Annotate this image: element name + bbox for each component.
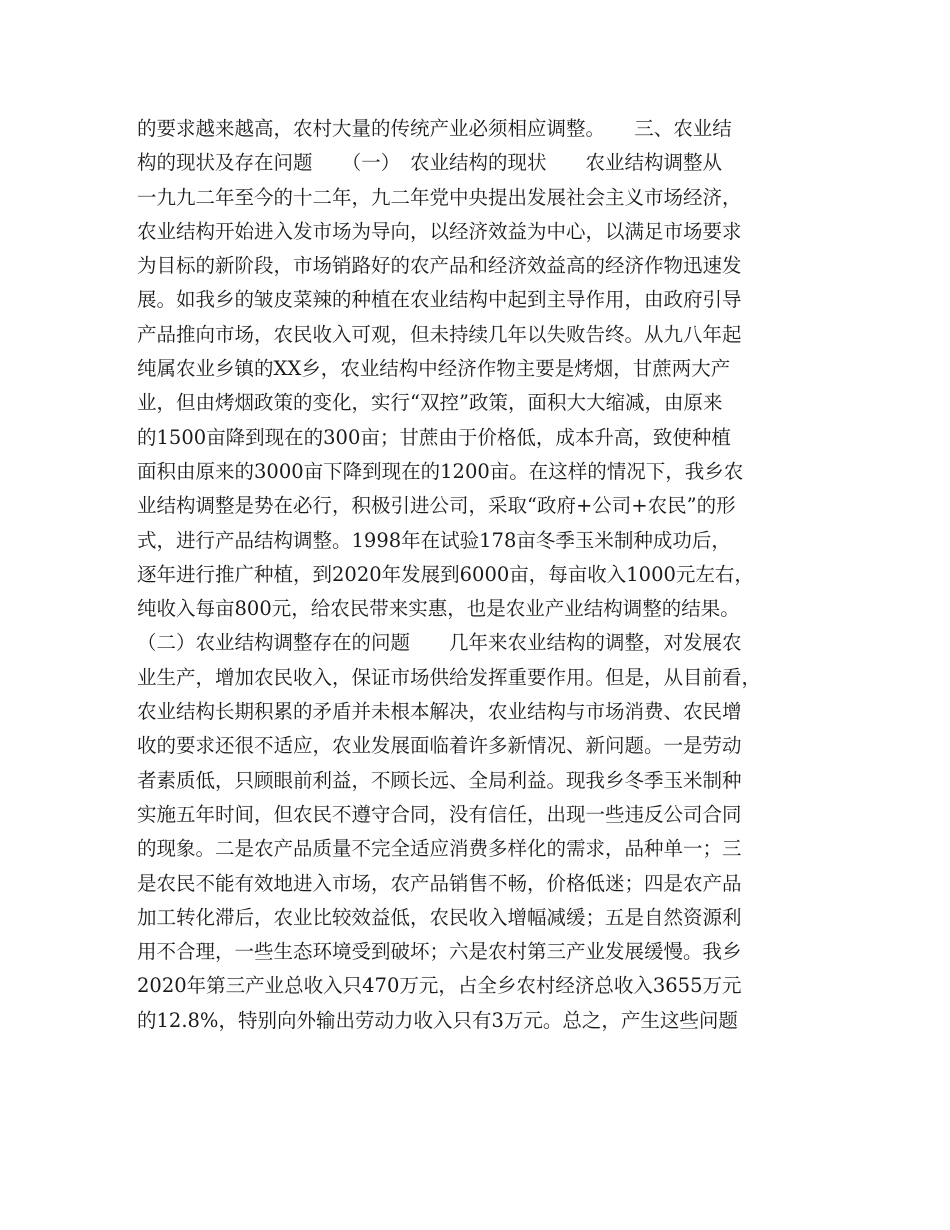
text-line: （二）农业结构调整存在的问题 几年来农业结构的调整，对发展农 <box>137 631 742 655</box>
text-line: 纯属农业乡镇的XX乡，农业结构中经济作物主要是烤烟，甘蔗两大产 <box>137 357 731 381</box>
text-line: 收的要求还很不适应，农业发展面临着许多新情况、新问题。一是劳动 <box>137 734 742 758</box>
text-line: 业，但由烤烟政策的变化，实行“双控”政策，面积大大缩减，由原来 <box>137 391 723 415</box>
text-line: 农业结构开始进入发市场为导向，以经济效益为中心，以满足市场要求 <box>137 219 742 243</box>
text-line: 业结构调整是势在必行，积极引进公司，采取“政府+公司+农民”的形 <box>137 494 736 518</box>
text-line: 农业结构长期积累的矛盾并未根本解决，农业结构与市场消费、农民增 <box>137 700 742 724</box>
text-line: 是农民不能有效地进入市场，农产品销售不畅，价格低迷；四是农产品 <box>137 871 742 895</box>
text-line: 2020年第三产业总收入只470万元，占全乡农村经济总收入3655万元 <box>137 974 742 998</box>
text-line: 业生产，增加农民收入，保证市场供给发挥重要作用。但是，从目前看， <box>137 665 762 689</box>
text-line: 的1500亩降到现在的300亩；甘蔗由于价格低，成本升高，致使种植 <box>137 425 731 449</box>
text-line: 纯收入每亩800元，给农民带来实惠，也是农业产业结构调整的结果。 <box>137 597 740 621</box>
body-text <box>137 112 827 1038</box>
text-line: 用不合理，一些生态环境受到破坏；六是农村第三产业发展缓慢。我乡 <box>137 940 742 964</box>
text-line: 的要求越来越高，农村大量的传统产业必须相应调整。 三、农业结 <box>137 117 732 140</box>
text-line: 实施五年时间，但农民不遵守合同，没有信任，出现一些违反公司合同 <box>137 802 742 826</box>
text-line: 逐年进行推广种植，到2020年发展到6000亩，每亩收入1000元左右， <box>137 562 754 586</box>
text-line: 一九九二年至今的十二年，九二年党中央提出发展社会主义市场经济， <box>137 185 742 209</box>
text-line: 的12.8%，特别向外输出劳动力收入只有3万元。总之，产生这些问题 <box>137 1008 738 1032</box>
text-line: 的现象。二是农产品质量不完全适应消费多样化的需求，品种单一；三 <box>137 837 742 861</box>
text-line: 为目标的新阶段，市场销路好的农产品和经济效益高的经济作物迅速发 <box>137 254 742 278</box>
text-line: 构的现状及存在问题 （一） 农业结构的现状 农业结构调整从 <box>137 151 723 175</box>
text-line: 展。如我乡的皱皮菜辣的种植在农业结构中起到主导作用，由政府引导 <box>137 288 742 312</box>
text-line: 产品推向市场，农民收入可观，但未持续几年以失败告终。从九八年起 <box>137 322 742 346</box>
text-line: 者素质低，只顾眼前利益，不顾长远、全局利益。现我乡冬季玉米制种 <box>137 768 742 792</box>
text-line: 面积由原来的3000亩下降到现在的1200亩。在这样的情况下，我乡农 <box>137 459 744 483</box>
text-line: 式，进行产品结构调整。1998年在试验178亩冬季玉米制种成功后， <box>137 528 731 552</box>
text-line: 加工转化滞后，农业比较效益低，农民收入增幅减缓；五是自然资源利 <box>137 905 742 929</box>
